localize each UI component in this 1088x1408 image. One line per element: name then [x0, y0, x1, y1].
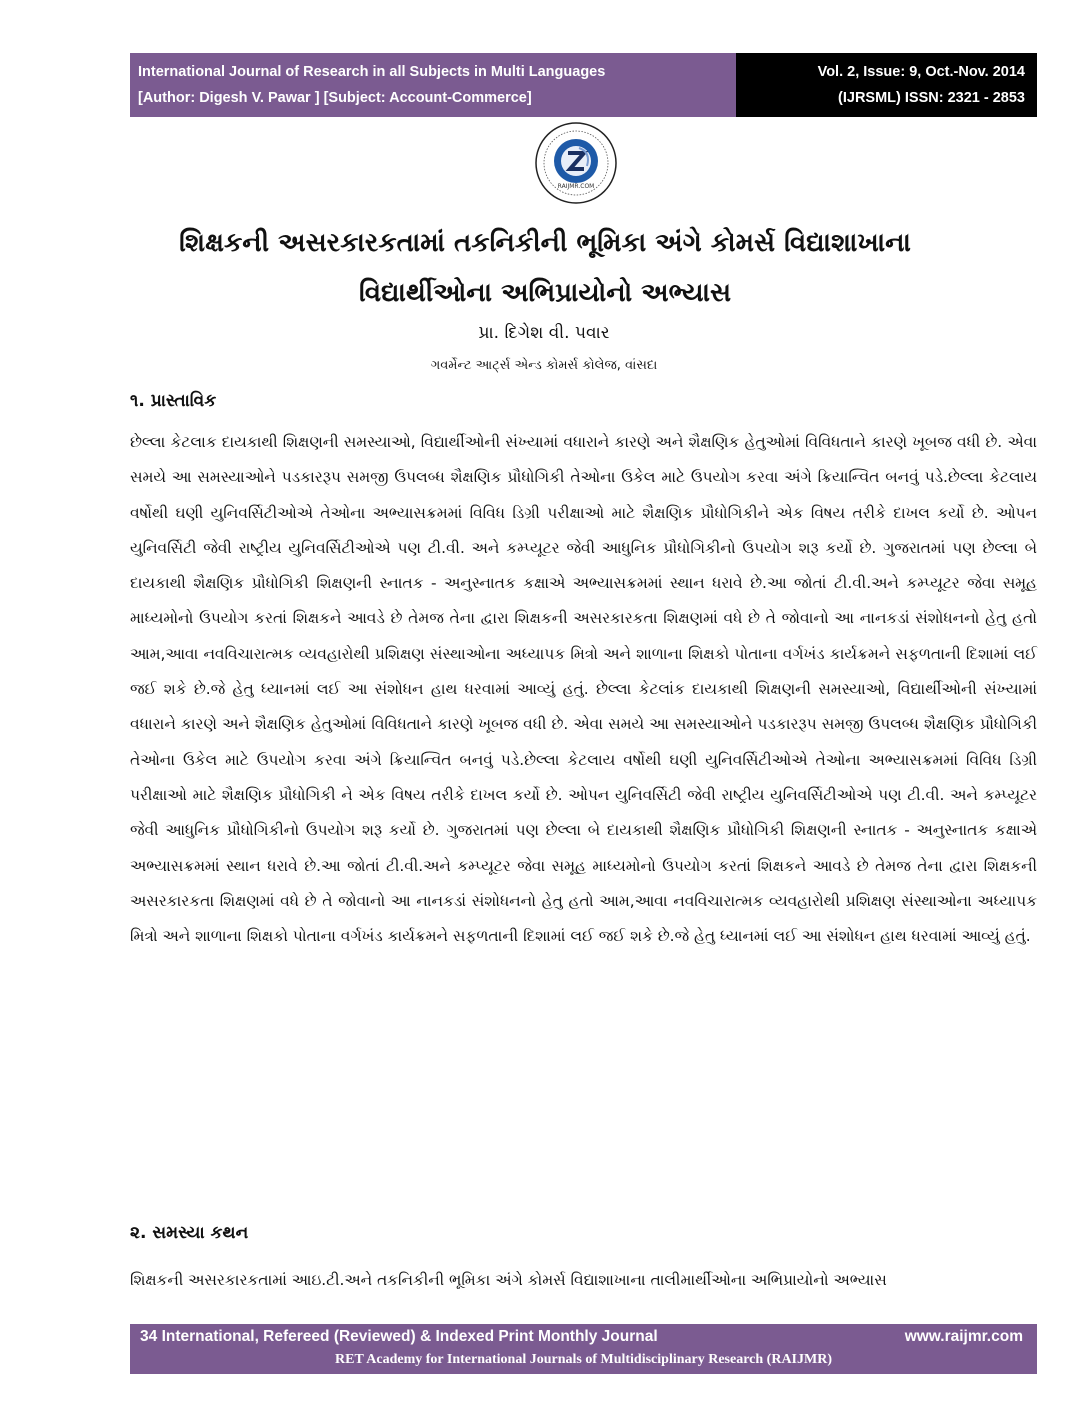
- header-left-panel: [130, 53, 736, 117]
- logo-text: RAIJMR.COM: [557, 183, 595, 190]
- header-right-panel: [736, 53, 1037, 117]
- volume-issue: Vol. 2, Issue: 9, Oct.-Nov. 2014: [817, 64, 1025, 80]
- section-heading-introduction: ૧. પ્રાસ્તાવિક: [130, 391, 217, 411]
- issn: (IJRSML) ISSN: 2321 - 2853: [838, 90, 1025, 106]
- academy-name: RET Academy for International Journals of Multidisciplinary Research (RAIJMR): [335, 1352, 832, 1367]
- journal-name: International Journal of Research in all Subjects in Multi Languages: [138, 64, 606, 80]
- footer-top-line: [140, 1328, 1023, 1346]
- journal-type: International, Refereed (Reviewed) & Indexed Print Monthly Journal: [161, 1328, 658, 1345]
- article-title: [120, 218, 970, 318]
- title-line-2: વિદ્યાર્થીઓના અભિપ્રાયોનો અભ્યાસ: [358, 278, 732, 308]
- journal-footer: [130, 1324, 1037, 1374]
- article-author: પ્રા. દિગેશ વી. પવાર: [478, 323, 610, 343]
- author-affiliation: ગવર્મેન્ટ આર્ટ્સ એન્ડ કોમર્સ કોલેજ, વાંસદા: [430, 358, 658, 373]
- problem-statement-paragraph: શિક્ષકની અસરકારકતામાં આઇ.ટી.અને તકનિકીની ભૂમિકા અંગે કોમર્સ વિદ્યાશાખાના તાલીમાર્થીઓના અભિપ્રાયોનો અભ્યાસ: [130, 1271, 887, 1289]
- page-number: 34: [140, 1328, 158, 1345]
- introduction-paragraph: છેલ્લા કેટલાક દાયકાથી શિક્ષણની સમસ્યાઓ, વિદ્યાર્થીઓની સંખ્યામાં વધારાને કારણે અને શૈક્ષણિક હેતુઓમાં વિવિધતાને કારણે ખૂબજ વધી છે. એવા સમયે આ સમસ્યાઓને પડકારરૂપ સમજી ઉપલબ્ધ શૈક્ષણિક પ્રૌધોગિકી તેઓના ઉકેલ માટે ઉપયોગ કરવા અંગે ક્રિયાન્વિત બનવું પડે.છેલ્લા કેટલાય વર્ષોથી ઘણી યુનિવર્સિટીઓએ તેઓના અભ્યાસક્રમમાં વિવિધ ડિગ્રી પરીક્ષાઓ માટે શૈક્ષણિક પ્રૌધોગિકીને એક વિષય તરીકે દાખલ કર્યો છે. ઓપન યુનિવર્સિટી જેવી રાષ્ટ્રીય યુનિવર્સિટીઓએ પણ ટી.વી. અને કમ્પ્યૂટર જેવી આધુનિક પ્રૌધોગિકીનો ઉપયોગ શરૂ કર્યો છે. ગુજરાતમાં પણ છેલ્લા બે દાયકાથી શૈક્ષણિક પ્રૌધોગિકી શિક્ષણની સ્નાતક - અનુસ્નાતક કક્ષાએ અભ્યાસક્રમમાં સ્થાન ધરાવે છે.આ જોતાં ટી.વી.અને કમ્પ્યૂટર જેવા સમૂહ માધ્યમોનો ઉપયોગ કરતાં શિક્ષકને આવડે છે તેમજ તેના દ્વારા શિક્ષકની અસરકારકતા શિક્ષણમાં વધે છે તે જોવાનો આ નાનકડાં સંશોધનનો હેતુ હતો આમ,આવા નવવિચારાત્મક વ્યવહારોથી પ્રશિક્ષણ સંસ્થાઓના અધ્યાપક મિત્રો અને શાળાના શિક્ષકો પોતાના વર્ગખંડ કાર્યક્રમને સફળતાની દિશામાં લઈ જઈ શકે છે.જે હેતુ ધ્યાનમાં લઈ આ સંશોધન હાથ ધરવામાં આવ્યું હતું. છેલ્લા કેટલાંક દાયકાથી શિક્ષણની સમસ્યાઓ, વિદ્યાર્થીઓની સંખ્યામાં વધારાને કારણે અને શૈક્ષણિક હેતુઓમાં વિવિધતાને કારણે ખૂબજ વધી છે. એવા સમયે આ સમસ્યાઓને પડકારરૂપ સમજી ઉપલબ્ધ શૈક્ષણિક પ્રૌધોગિકી તેઓના ઉકેલ માટે ઉપયોગ કરવા અંગે ક્રિયાન્વિત બનવું પડે.છેલ્લા કેટલાય વર્ષોથી ઘણી યુનિવર્સિટીઓએ તેઓના અભ્યાસક્રમમાં વિવિધ ડિગ્રી પરીક્ષાઓ માટે શૈક્ષણિક પ્રૌધોગિકી ને એક વિષય તરીકે દાખલ કર્યો છે. ઓપન યુનિવર્સિટી જેવી રાષ્ટ્રીય યુનિવર્સિટીઓએ પણ ટી.વી. અને કમ્પ્યૂટર જેવી આધુનિક પ્રૌધોગિકીનો ઉપયોગ શરૂ કર્યો છે. ગુજરાતમાં પણ છેલ્લા બે દાયકાથી શૈક્ષણિક પ્રૌધોગિકી શિક્ષણની સ્નાતક - અનુસ્નાતક કક્ષાએ અભ્યાસક્રમમાં સ્થાન ધરાવે છે.આ જોતાં ટી.વી.અને કમ્પ્યૂટર જેવા સમૂહ માધ્યમોનો ઉપયોગ કરતાં શિક્ષકને આવડે છે તેમજ તેના દ્વારા શિક્ષકની અસરકારકતા શિક્ષણમાં વધે છે તે જોવાનો આ નાનકડાં સંશોધનનો હેતુ હતો આમ,આવા નવવિચારાત્મક વ્યવહારોથી પ્રશિક્ષણ સંસ્થાઓના અધ્યાપક મિત્રો અને શાળાના શિક્ષકો પોતાના વર્ગખંડ કાર્યક્રમને સફળતાની દિશામાં લઈ જઈ શકે છે.જે હેતુ ધ્યાનમાં લઈ આ સંશોધન હાથ ધરવામાં આવ્યું હતું.: [130, 433, 1037, 946]
- journal-logo: [535, 122, 617, 204]
- section-heading-problem-statement: ૨. સમસ્યા કથન: [130, 1223, 249, 1243]
- author-subject: [Author: Digesh V. Pawar ] [Subject: Account-Commerce]: [138, 90, 532, 106]
- website-link[interactable]: www.raijmr.com: [904, 1328, 1023, 1345]
- journal-header: [130, 53, 1037, 117]
- title-line-1: શિક્ષકની અસરકારકતામાં તકનિકીની ભૂમિકા અંગે કોમર્સ વિદ્યાશાખાના: [179, 228, 911, 258]
- footer-left: [140, 1328, 658, 1346]
